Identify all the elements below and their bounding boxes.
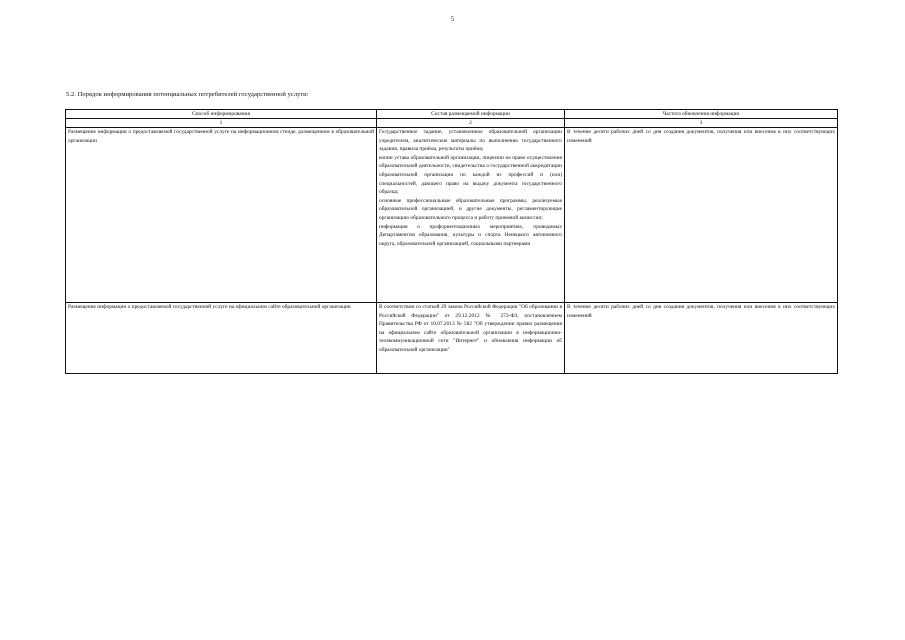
header-method: Способ информирования — [66, 110, 377, 119]
content-paragraph: В соответствии со статьей 29 закона Российской Федерации "Об образовании в Российской Федерации" от 29.12.2012 № 273-ФЗ, постановлением Правительства РФ от 10.07.2013 № 582 "Об утверждении правил размещения на официальном сайте образовательной организации в информационно-телекоммуникационной сети "Интернет" и обновления информации об образовательной организации" — [379, 304, 562, 353]
column-number: 1 — [66, 119, 377, 128]
section-title: 5.2. Порядок информирования потенциальных потребителей государственной услуги: — [66, 91, 309, 98]
frequency-cell: В течение десяти рабочих дней со дня создания документов, получения или внесения в них соответствующих изменений — [565, 128, 838, 303]
content-paragraph: копии устава образовательной организации, лицензии на право осуществления образовательной деятельности, свидетельства о государственной аккредитации образовательной организации по каждой из профессий и (или) специальностей, дающего право на выдачу документа государственного образца; — [379, 154, 562, 196]
content-paragraph: информация о профориентационных мероприятиях, проводимых Департаментом образования, культуры и спорта Ненецкого автономного округа, образовательной организацией, социальными партнерами — [379, 223, 562, 247]
header-content: Состав размещаемой информации — [377, 110, 565, 119]
column-number: 2 — [377, 119, 565, 128]
column-number: 3 — [565, 119, 838, 128]
page-number: 5 — [450, 15, 455, 23]
table-row — [66, 303, 838, 374]
content-paragraph: Государственное задание, установленное образовательной организации учредителем, аналитические материалы по выполнению государственного задания, правила приёма, результаты приёма; — [379, 129, 562, 153]
method-cell: Размещение информации о предоставляемой государственной услуге на официальном сайте образовательной организации — [66, 303, 377, 374]
content-paragraph: основные профессиональные образовательные программы, реализуемые образовательной организацией, и другие документы, регламентирующие организацию образовательного процесса и работу приемной комиссии; — [379, 197, 562, 221]
frequency-cell: В течение десяти рабочих дней со дня создания документов, получения или внесения в них соответствующих изменений — [565, 303, 838, 374]
content-cell — [377, 128, 565, 303]
header-frequency: Частота обновления информации — [565, 110, 838, 119]
table-row — [66, 128, 838, 303]
table-header-row — [66, 110, 838, 119]
method-cell: Размещение информации о предоставляемой государственной услуге на информационном стенде, размещенном в образовательной организации — [66, 128, 377, 303]
column-number-row — [66, 119, 838, 128]
information-table — [65, 109, 838, 374]
content-cell — [377, 303, 565, 374]
